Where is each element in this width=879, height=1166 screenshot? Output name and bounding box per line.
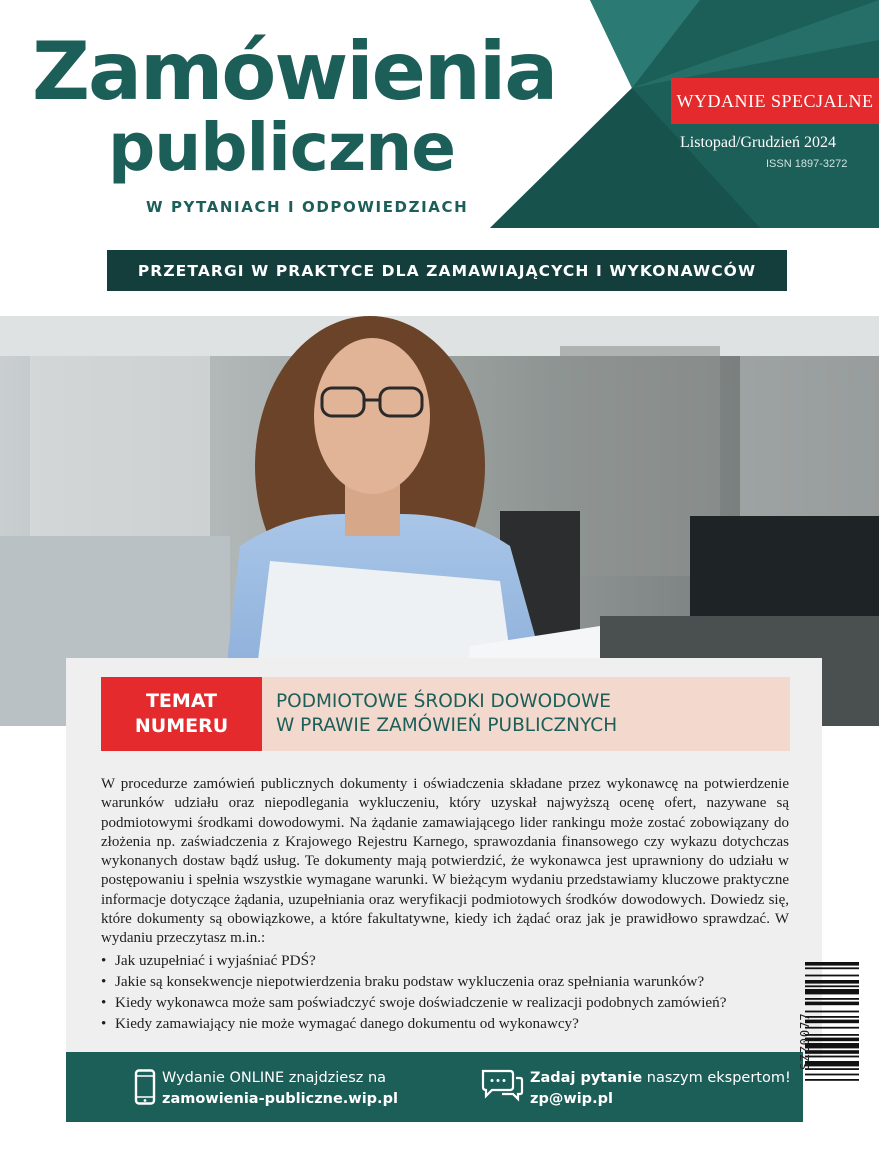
- tagline-bar: PRZETARGI W PRAKTYCE DLA ZAMAWIAJĄCYCH I WYKONAWCÓW: [107, 250, 787, 291]
- chat-bubbles-icon: [480, 1068, 524, 1102]
- topic-label-line1: TEMAT: [145, 690, 218, 712]
- ask-question-info: [530, 1068, 791, 1110]
- list-item: • Jakie są konsekwencje niepotwierdzenia braku podstaw wykluczenia oraz spełniania warunków?: [101, 971, 801, 992]
- masthead-subtitle: W PYTANIACH I ODPOWIEDZIACH: [146, 198, 469, 216]
- topic-label: [101, 677, 262, 751]
- topic-label-line2: NUMERU: [134, 715, 229, 737]
- list-item: • Kiedy zamawiający nie może wymagać danego dokumentu od wykonawcy?: [101, 1013, 801, 1034]
- masthead-title-line2: publiczne: [108, 109, 456, 186]
- topic-title-line1: PODMIOTOWE ŚRODKI DOWODOWE: [276, 691, 611, 712]
- issn-number: ISSN 1897-3272: [766, 158, 848, 170]
- online-edition-info: [162, 1068, 398, 1110]
- issue-date: Listopad/Grudzień 2024: [680, 134, 836, 151]
- questions-list: [101, 950, 801, 1034]
- list-item: • Kiedy wykonawca może sam poświadczyć swoje doświadczenie w realizacji podobnych zamówień?: [101, 992, 801, 1013]
- online-url-link[interactable]: zamowienia-publiczne.wip.pl: [162, 1091, 398, 1107]
- ask-rest: naszym ekspertom!: [642, 1070, 791, 1086]
- list-item: • Jak uzupełniać i wyjaśniać PDŚ?: [101, 950, 801, 971]
- barcode-stripe: [805, 1074, 859, 1076]
- barcode-code: SZZ0077: [798, 1012, 812, 1070]
- topic-title: [262, 677, 790, 751]
- topic-title-line2: W PRAWIE ZAMÓWIEŃ PUBLICZNYCH: [276, 715, 618, 736]
- masthead-title-line1: Zamówienia: [32, 25, 557, 118]
- footer-bar: [66, 1052, 803, 1122]
- intro-paragraph: W procedurze zamówień publicznych dokumenty i oświadczenia składane przez wykonawcę na potwierdzenie warunków udziału oraz niepodlegania wykluczeniu, który uzyskał najwyższą ocenę ofert, nazywane są podmiotowymi środkami dowodowymi. Na żądanie zamawiającego lider rankingu może zostać zobowiązany do złożenia np. zaświadczenia z Krajowego Rejestru Karnego, sprawozdania finansowego czy wykazu dotychczas wykonanych dostaw bądź usług. Te dokumenty mają potwierdzić, że wykonawca jest uprawniony do udziału w postępowaniu i spełnia wszystkie wymagane warunki. W bieżącym wydaniu przedstawiamy kluczowe praktyczne informacje dotyczące żądania, uzupełniania oraz weryfikacji podmiotowych środków dowodowych. Dowiedz się, które dokumenty są obowiązkowe, a które fakultatywne, kiedy ich żądać oraz jak je prawidłowo sprawdzać. W wydaniu przeczytasz m.in.:: [101, 776, 789, 947]
- phone-icon: [134, 1069, 156, 1105]
- special-edition-badge: WYDANIE SPECJALNE: [671, 78, 879, 124]
- contact-email-link[interactable]: zp@wip.pl: [530, 1091, 613, 1107]
- barcode-stripe: [805, 1079, 859, 1081]
- online-text: Wydanie ONLINE znajdziesz na: [162, 1070, 387, 1086]
- ask-bold: Zadaj pytanie: [530, 1070, 643, 1086]
